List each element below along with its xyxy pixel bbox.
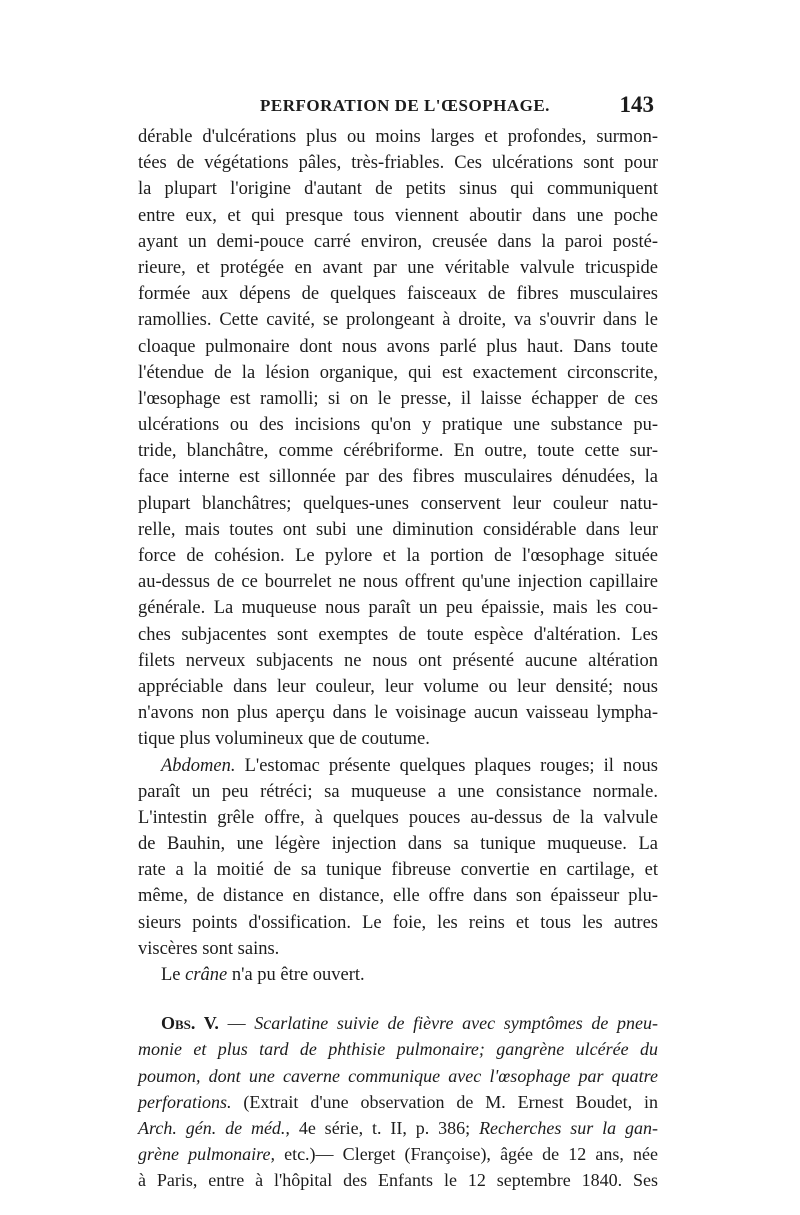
observation-label: Obs. V.: [161, 1013, 219, 1034]
abdomen-label: Abdomen.: [161, 755, 236, 776]
observation-line-2: [138, 1036, 658, 1062]
paragraph-3: [138, 962, 658, 988]
text-line: tride, blanchâtre, comme cérébriforme. En outre, toute cette sur-: [138, 441, 658, 462]
text-line: rate a la moitié de sa tunique fibreuse convertie en cartilage, et: [138, 860, 658, 881]
paragraph-3-italic: crâne: [185, 965, 228, 985]
text-line: ches subjacentes sont exemptes de toute espèce d'altération. Les: [138, 624, 658, 645]
observation-source-1: (Extrait d'une observation de M. Ernest Boudet, in: [231, 1091, 658, 1112]
paragraph-1: [138, 124, 658, 753]
text-line: ramollies. Cette cavité, se prolongeant à droite, va s'ouvrir dans le: [138, 310, 658, 331]
text-line: au-dessus de ce bourrelet ne nous offrent qu'une injection capillaire: [138, 572, 658, 593]
observation-reference: 4e série, t. II, p. 386;: [289, 1117, 480, 1138]
body-text: [138, 124, 658, 1194]
text-line: appréciable dans leur couleur, leur volume ou leur densité; nous: [138, 676, 658, 697]
paragraph-3-after: n'a pu être ouvert.: [227, 965, 365, 985]
observation-title-4: perforations.: [138, 1091, 232, 1112]
text-line: face interne est sillonnée par des fibres musculaires dénudées, la: [138, 467, 658, 488]
observation-line-6: [138, 1141, 658, 1167]
text-line: n'avons non plus aperçu dans le voisinage aucun vaisseau lympha-: [138, 703, 658, 724]
observation-line-1: [138, 1010, 658, 1036]
paragraph-2-lines: [138, 779, 658, 962]
observation-line-3: [138, 1063, 658, 1089]
observation-line-5: [138, 1115, 658, 1141]
text-line: relle, mais toutes ont subi une diminution considérable dans leur: [138, 519, 658, 540]
text-line: paraît un peu rétréci; sa muqueuse a une consistance normale.: [138, 781, 658, 802]
text-line: l'œsophage est ramolli; si on le presse, il laisse échapper de ces: [138, 388, 658, 409]
text-line: sieurs points d'ossification. Le foie, les reins et tous les autres: [138, 912, 658, 933]
text-line: filets nerveux subjacents ne nous ont présenté aucune altération: [138, 650, 658, 671]
text-line: entre eux, et qui presque tous viennent aboutir dans une poche: [138, 205, 658, 226]
observation-recherches: Recherches sur la gan-: [479, 1117, 658, 1138]
observation-dash: —: [218, 1013, 255, 1034]
text-line: ayant un demi-pouce carré environ, creusée dans la paroi posté-: [138, 231, 658, 252]
observation-title-2: monie et plus tard de phthisie pulmonaire; gangrène ulcérée du: [138, 1039, 658, 1060]
text-line: formée aux dépens de quelques faisceaux de fibres musculaires: [138, 284, 658, 305]
text-line: même, de distance en distance, elle offre dans son épaisseur plu-: [138, 886, 658, 907]
observation-patient: etc.)— Clerget (Françoise), âgée de 12 ans, née: [274, 1144, 659, 1165]
text-line: de Bauhin, une légère injection dans sa tunique muqueuse. La: [138, 834, 658, 855]
observation-5: [138, 1010, 658, 1193]
text-line: l'étendue de la lésion organique, qui est exactement circonscrite,: [138, 362, 658, 383]
text-line: L'intestin grêle offre, à quelques pouces au-dessus de la valvule: [138, 807, 658, 828]
text-line: plupart blanchâtres; quelques-unes conservent leur couleur natu-: [138, 493, 658, 514]
observation-title-3: poumon, dont une caverne communique avec l'œsophage par quatre: [138, 1065, 658, 1086]
page-number: 143: [619, 92, 654, 117]
text-line: cloaque pulmonaire dont nous avons parlé plus haut. Dans toute: [138, 336, 658, 357]
paragraph-3-before: Le: [161, 965, 186, 985]
text-line: viscères sont sains.: [138, 938, 280, 959]
paragraph-2-first-line: [138, 753, 658, 779]
text-line: dérable d'ulcérations plus ou moins larges et profondes, surmon-: [138, 127, 658, 147]
observation-title-1: Scarlatine suivie de fièvre avec symptômes de pneu-: [254, 1013, 659, 1034]
observation-line-4: [138, 1089, 658, 1115]
section-gap: [138, 988, 658, 1010]
paragraph-2: [138, 753, 658, 963]
text-line: générale. La muqueuse nous paraît un peu épaissie, mais les cou-: [138, 598, 658, 619]
text-line: force de cohésion. Le pylore et la portion de l'œsophage située: [138, 546, 658, 566]
page-header: [138, 92, 654, 122]
text-line: ulcérations ou des incisions qu'on y pratique une substance pu-: [138, 415, 658, 436]
running-title: PERFORATION DE L'ŒSOPHAGE.: [260, 96, 550, 115]
observation-journal: Arch. gén. de méd.,: [138, 1117, 290, 1138]
text-line: rieure, et protégée en avant par une véritable valvule tricuspide: [138, 257, 658, 278]
text-line: tique plus volumineux que de coutume.: [138, 729, 430, 750]
text-line: tées de végétations pâles, très-friables. Ces ulcérations sont pour: [138, 153, 658, 174]
observation-gangrene: grène pulmonaire,: [138, 1144, 275, 1165]
paragraph-2-first-line-text: L'estomac présente quelques plaques rouges; il nous: [235, 755, 658, 776]
observation-line-7: à Paris, entre à l'hôpital des Enfants le 12 septembre 1840. Ses: [138, 1170, 658, 1191]
text-line: la plupart l'origine d'autant de petits sinus qui communiquent: [138, 179, 658, 200]
